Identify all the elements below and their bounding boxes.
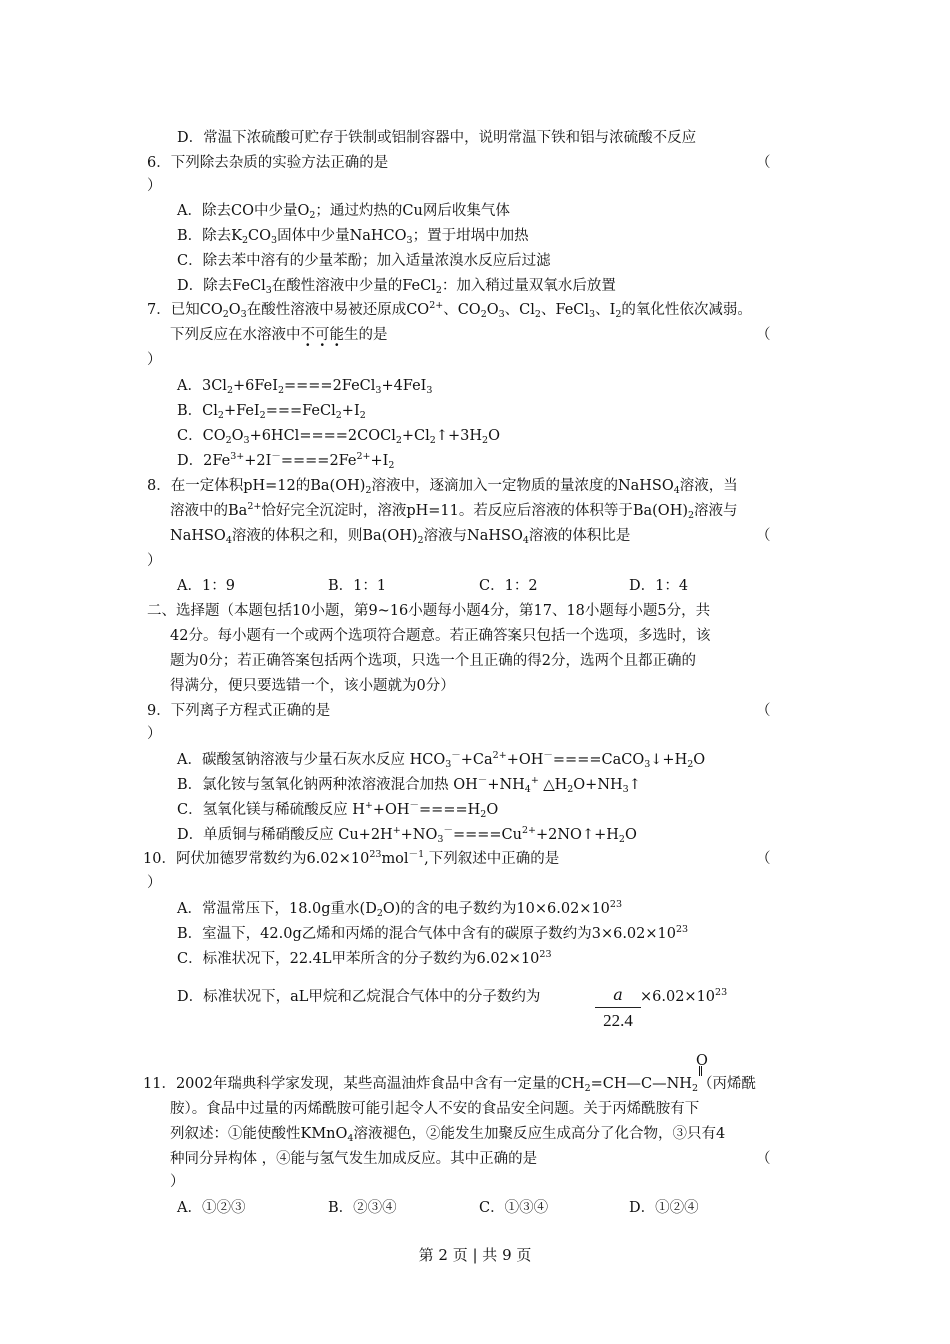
text-line-p10o: （ bbox=[756, 851, 771, 867]
text-line-q6: 6．下列除去杂质的实验方法正确的是 bbox=[147, 155, 389, 171]
text-line-q7b: 下列反应在水溶液中不可能生的是 bbox=[170, 327, 388, 343]
text-line-q11c: 列叙述：①能使酸性KMnO$_4$溶液褪色，②能发生加聚反应生成高分了化合物，③只有4 bbox=[170, 1126, 726, 1144]
text-line-q10: 10．阿伏加德罗常数约为$6.02\times 10^{23}mol^{-1}$,下列叙述中正确的是 bbox=[143, 849, 560, 867]
fraction-denominator: 22.4 bbox=[603, 1011, 633, 1030]
text-line-q8b: 溶液中的$Ba^{2+}$恰好完全沉淀时，溶液pH=11。若反应后溶液的体积等于$Ba(OH)_2$溶液与 bbox=[170, 501, 738, 521]
text-line-p11o: （ bbox=[756, 1151, 771, 1167]
text-line-q8bb: B．1：1 bbox=[328, 578, 387, 594]
page-footer: 第 2 页 | 共 9 页 bbox=[418, 1246, 532, 1264]
text-line-q7a: A．$3Cl_2+6FeI_2====2FeCl_3+4FeI_3$ bbox=[177, 378, 433, 396]
fraction-bar bbox=[595, 1007, 641, 1008]
text-line-p9o: （ bbox=[756, 703, 771, 719]
text-line-q9c: C．氢氧化镁与稀硫酸反应 $H^++OH^-====H_2O$ bbox=[177, 800, 499, 820]
text-line-q9: 9．下列离子方程式正确的是 bbox=[147, 703, 331, 719]
text-line-q11A: A．①②③ bbox=[177, 1200, 246, 1216]
text-line-q6c: C．除去苯中溶有的少量苯酚；加入适量浓溴水反应后过滤 bbox=[177, 253, 551, 269]
text-line-p10c: ） bbox=[147, 875, 162, 891]
text-line-q10b: B．室温下，42.0g乙烯和丙烯的混合气体中含有的碳原子数约为$3\times 6.02\times 10^{23}$ bbox=[177, 924, 689, 942]
fraction-a-over-22-4 bbox=[595, 985, 641, 1031]
carbonyl-double-bond bbox=[699, 1066, 702, 1076]
text-line-oxy: O bbox=[696, 1053, 708, 1069]
text-line-q8cc: C．1：2 bbox=[479, 578, 538, 594]
text-line-q10d2: $\times 6.02\times 10^{23}$ bbox=[640, 987, 728, 1005]
text-line-q8a: A．1：9 bbox=[177, 578, 235, 594]
text-line-q8c: NaHSO$_4$溶液的体积之和，则$Ba(OH)_2$溶液与NaHSO$_4$溶液的体积比是 bbox=[170, 528, 631, 546]
fraction-numerator: a bbox=[613, 985, 623, 1004]
text-line-q9a: A．碳酸氢钠溶液与少量石灰水反应 $HCO_3^-+Ca^{2+}+OH^-====CaCO_3↓+H_2O$ bbox=[177, 750, 706, 770]
text-line-q11b: 胺）。食品中过量的丙烯酰胺可能引起令人不安的食品安全问题。关于丙烯酰胺有下 bbox=[170, 1101, 700, 1117]
text-line-q11B: B．②③④ bbox=[328, 1200, 397, 1216]
text-line-p8o: （ bbox=[756, 528, 771, 544]
text-line-q5d: D．常温下浓硫酸可贮存于铁制或铝制容器中，说明常温下铁和铝与浓硫酸不反应 bbox=[177, 130, 697, 146]
text-line-p11c: ） bbox=[170, 1174, 185, 1190]
text-line-s2c: 题为0分；若正确答案包括两个选项，只选一个且正确的得2分，选两个且都正确的 bbox=[170, 653, 696, 669]
text-line-q9b: B．氯化铵与氢氧化钠两种浓溶液混合加热 $OH^-+NH_4^+$ $\triangle H_2O+NH_3↑$ bbox=[177, 775, 641, 795]
text-line-q11d: 种同分异构体 ，④能与氢气发生加成反应。其中正确的是 bbox=[170, 1151, 538, 1167]
text-line-q10a: A．常温常压下，18.0g重水$(D_2O)$的含的电子数约为$10\times 6.02\times 10^{23}$ bbox=[177, 899, 622, 919]
text-line-q10d1: D．标准状况下，aL甲烷和乙烷混合气体中的分子数约为 bbox=[177, 989, 541, 1005]
text-line-p7o: （ bbox=[756, 327, 771, 343]
text-line-p6o: （ bbox=[756, 155, 771, 171]
text-line-q6b: B．除去$K_2CO_3$固体中少量NaHCO$_3$；置于坩埚中加热 bbox=[177, 228, 529, 246]
text-line-p9c: ） bbox=[147, 726, 162, 742]
text-line-q7bb: B．$Cl_2+FeI_2===FeCl_2+I_2$ bbox=[177, 403, 366, 421]
text-line-s2: 二、选择题（本题包括10小题，第9~16小题每小题4分，第17、18小题每小题5分，共 bbox=[147, 603, 711, 619]
text-line-q6d: D．除去FeCl$_3$在酸性溶液中少量的FeCl$_2$：加入稍过量双氧水后放置 bbox=[177, 278, 616, 296]
text-line-q6a: A．除去CO中少量$O_2$；通过灼热的Cu网后收集气体 bbox=[177, 203, 510, 221]
text-line-q7: 7．已知$CO_2O_3$在酸性溶液中易被还原成$CO^{2+}$、$CO_2O_3$、$Cl_2$、FeCl$_3$、$I_2$的氧化性依次减弱。 bbox=[147, 300, 752, 320]
text-line-s2b: 42分。每小题有一个或两个选项符合题意。若正确答案只包括一个选项，多选时，该 bbox=[170, 628, 711, 644]
text-line-q11D: D．①②④ bbox=[629, 1200, 699, 1216]
text-line-p8c: ） bbox=[147, 553, 162, 569]
text-line-q8: 8．在一定体积pH=12的$Ba(OH)_2$溶液中，逐滴加入一定物质的量浓度的NaHSO$_4$溶液，当 bbox=[147, 478, 738, 496]
text-line-p7c: ） bbox=[147, 352, 162, 368]
text-line-q11: 11．2002年瑞典科学家发现，某些高温油炸食品中含有一定量的$CH_2=CH—C—NH_2$（丙烯酰 bbox=[143, 1076, 757, 1094]
text-line-q8d: D．1：4 bbox=[629, 578, 689, 594]
text-line-q7d: D．$2Fe^{3+}+2I^-====2Fe^{2+}+I_2$ bbox=[177, 451, 395, 471]
text-line-s2d: 得满分，便只要选错一个，该小题就为0分） bbox=[170, 678, 455, 694]
text-line-q11C: C．①③④ bbox=[479, 1200, 549, 1216]
text-line-q10c: C．标准状况下，22.4L甲苯所含的分子数约为$6.02\times 10^{23}$ bbox=[177, 949, 552, 967]
text-line-p6c: ） bbox=[147, 178, 162, 194]
text-line-q7c: C．$CO_2O_3+6HCl====2COCl_2+Cl_2↑+3H_2O$ bbox=[177, 428, 500, 446]
text-line-q9d: D．单质铜与稀硝酸反应 $Cu+2H^++NO_3^-====Cu^{2+}+2NO↑+H_2O$ bbox=[177, 825, 637, 845]
